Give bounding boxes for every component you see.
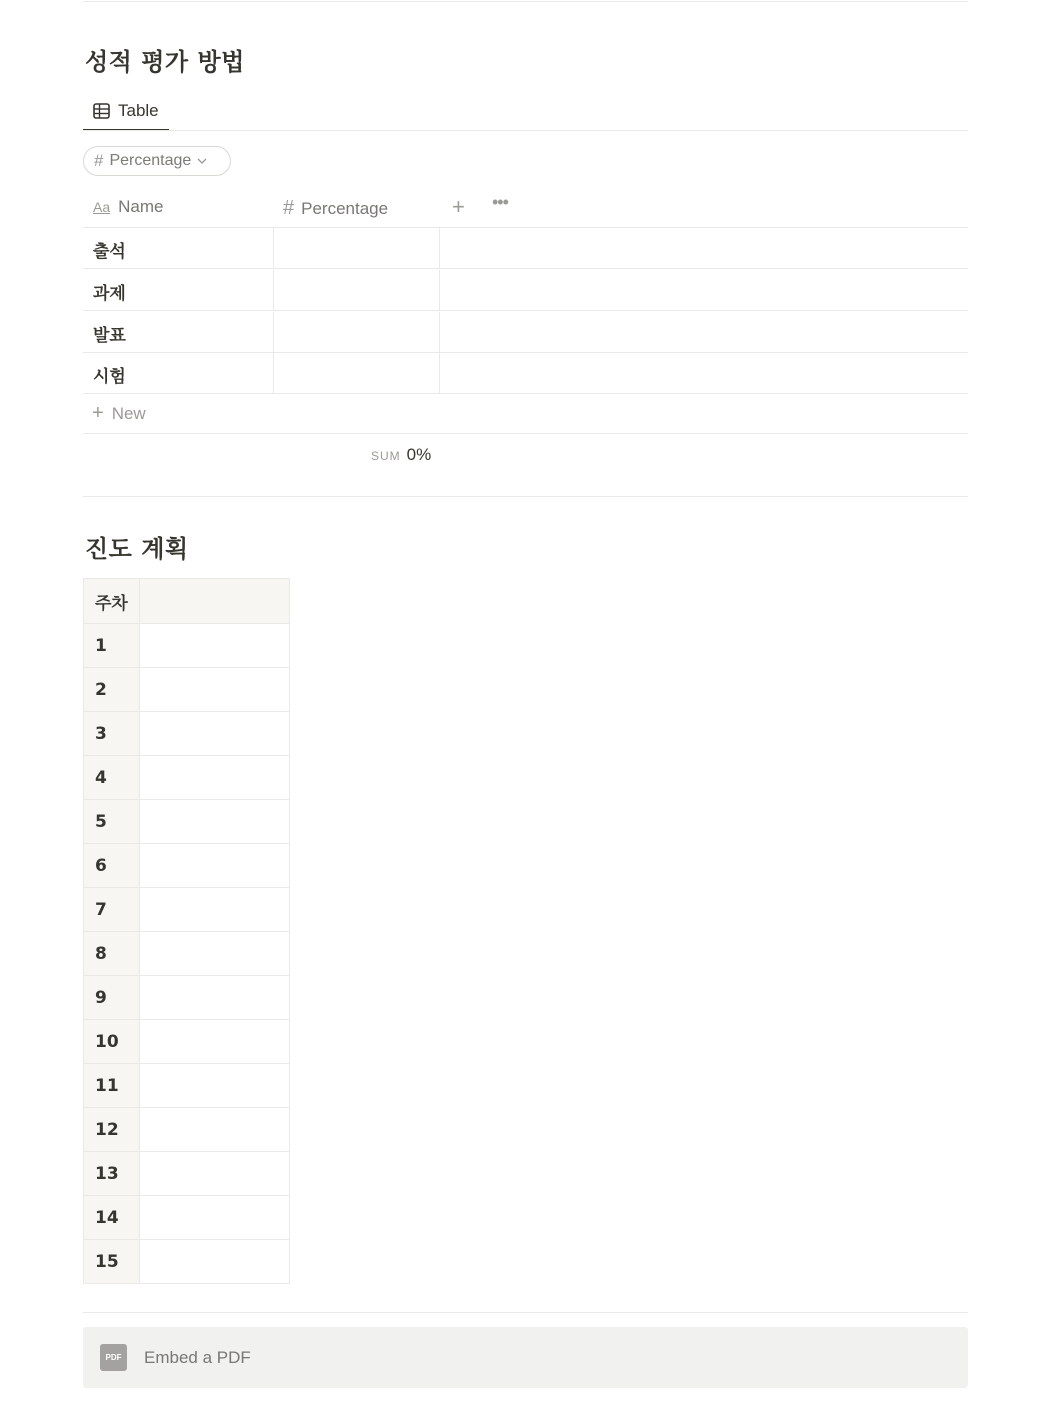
week-cell[interactable]: 5 [84, 800, 140, 844]
week-cell[interactable]: 10 [84, 1020, 140, 1064]
week-cell[interactable]: 6 [84, 844, 140, 888]
table-row [84, 1108, 290, 1152]
row-name[interactable]: 출석 [93, 242, 126, 262]
chevron-down-icon [197, 156, 207, 166]
week-cell[interactable]: 3 [84, 712, 140, 756]
content-cell[interactable] [140, 888, 290, 932]
content-cell[interactable] [140, 844, 290, 888]
content-cell[interactable] [140, 1240, 290, 1284]
table-row [84, 976, 290, 1020]
header-cell-week[interactable]: 주차 [84, 579, 140, 624]
week-cell[interactable]: 12 [84, 1108, 140, 1152]
pdf-icon: PDF [100, 1344, 127, 1371]
row-name[interactable]: 시험 [93, 367, 126, 387]
table-header [83, 188, 968, 228]
week-cell[interactable]: 4 [84, 756, 140, 800]
section-divider [83, 1312, 968, 1313]
new-row-button[interactable] [83, 394, 968, 434]
header-cell-empty[interactable] [140, 579, 290, 624]
sum-value: 0% [406, 445, 432, 464]
table-row[interactable] [83, 270, 968, 311]
tab-table-view[interactable] [83, 92, 169, 131]
column-header-percentage[interactable] [283, 197, 388, 220]
schedule-table [83, 578, 290, 1284]
table-row [84, 1196, 290, 1240]
sum-label: SUM [371, 449, 401, 463]
schedule-title: 진도 계획 [85, 535, 189, 563]
tab-label: Table [118, 100, 159, 120]
number-icon: # [94, 151, 104, 170]
calculation-sum[interactable] [371, 445, 431, 465]
table-row [84, 932, 290, 976]
content-cell[interactable] [140, 1020, 290, 1064]
content-cell[interactable] [140, 712, 290, 756]
week-cell[interactable]: 14 [84, 1196, 140, 1240]
content-cell[interactable] [140, 1108, 290, 1152]
cell-divider [273, 312, 274, 352]
tab-rule [83, 130, 968, 131]
column-name-label: Name [118, 197, 164, 216]
new-label: New [111, 403, 146, 423]
filter-label: Percentage [109, 152, 192, 169]
week-cell[interactable]: 9 [84, 976, 140, 1020]
week-cell[interactable]: 7 [84, 888, 140, 932]
content-cell[interactable] [140, 668, 290, 712]
sort-filter-pill[interactable] [83, 146, 231, 176]
week-cell[interactable]: 1 [84, 624, 140, 668]
content-cell[interactable] [140, 976, 290, 1020]
table-header-row [84, 579, 290, 624]
cell-divider [439, 312, 440, 352]
content-cell[interactable] [140, 1064, 290, 1108]
content-cell[interactable] [140, 624, 290, 668]
add-property-icon[interactable]: + [452, 194, 465, 219]
table-row [84, 756, 290, 800]
table-row [84, 1152, 290, 1196]
content-cell[interactable] [140, 1196, 290, 1240]
more-options-icon[interactable]: ••• [492, 192, 508, 212]
table-row [84, 800, 290, 844]
cell-divider [273, 228, 274, 268]
section-divider [83, 496, 968, 497]
content-cell[interactable] [140, 756, 290, 800]
week-cell[interactable]: 8 [84, 932, 140, 976]
cell-divider [273, 353, 274, 393]
table-row [84, 1020, 290, 1064]
table-row[interactable] [83, 312, 968, 353]
cell-divider [439, 270, 440, 310]
plus-icon: + [92, 402, 104, 424]
content-cell[interactable] [140, 800, 290, 844]
top-divider [83, 1, 968, 2]
cell-divider [439, 353, 440, 393]
table-row[interactable] [83, 228, 968, 269]
week-cell[interactable]: 2 [84, 668, 140, 712]
table-row [84, 624, 290, 668]
week-cell[interactable]: 11 [84, 1064, 140, 1108]
table-row [84, 712, 290, 756]
table-row [84, 888, 290, 932]
table-row [84, 844, 290, 888]
week-cell[interactable]: 13 [84, 1152, 140, 1196]
number-icon: # [283, 197, 295, 219]
table-row [84, 1240, 290, 1284]
column-percentage-label: Percentage [301, 198, 389, 218]
content-cell[interactable] [140, 1152, 290, 1196]
embed-label: Embed a PDF [144, 1347, 251, 1367]
cell-divider [439, 228, 440, 268]
cell-divider [273, 270, 274, 310]
table-row [84, 668, 290, 712]
grading-title: 성적 평가 방법 [85, 48, 245, 76]
embed-pdf-block[interactable] [83, 1327, 968, 1388]
table-row [84, 1064, 290, 1108]
table-icon [93, 103, 110, 119]
row-name[interactable]: 과제 [93, 284, 126, 304]
text-property-icon: Aa [93, 199, 111, 215]
table-row[interactable] [83, 353, 968, 394]
content-cell[interactable] [140, 932, 290, 976]
column-header-name[interactable] [93, 197, 163, 217]
row-name[interactable]: 발표 [93, 326, 126, 346]
week-cell[interactable]: 15 [84, 1240, 140, 1284]
